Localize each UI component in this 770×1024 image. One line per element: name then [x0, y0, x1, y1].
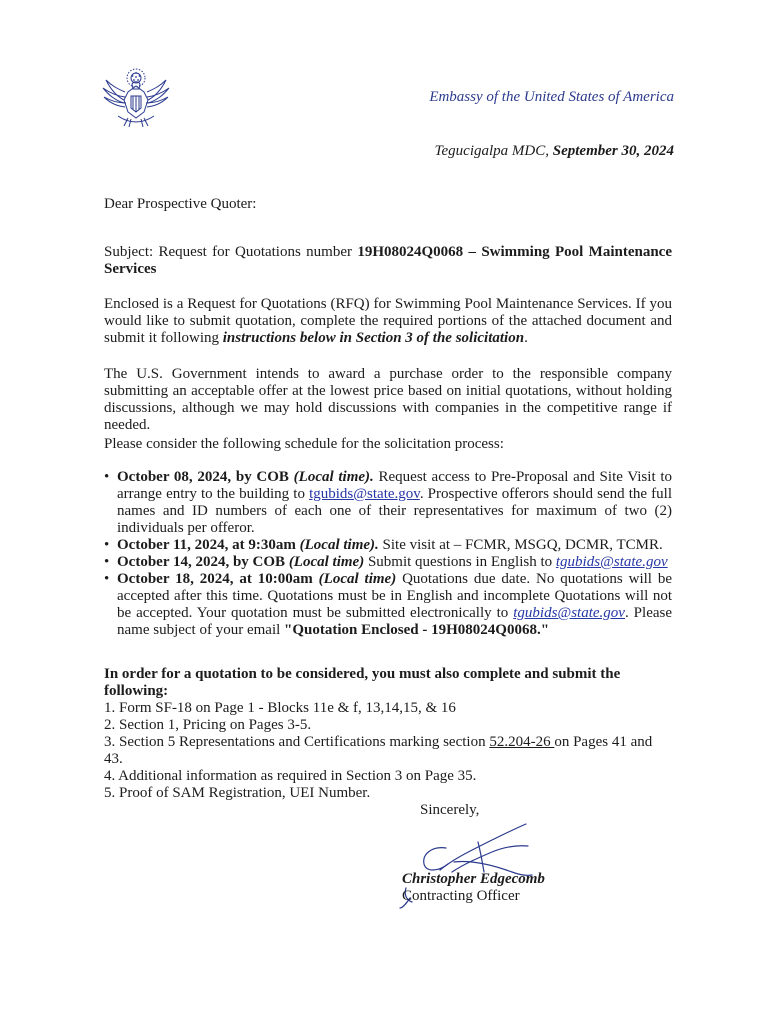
- schedule-item-site-visit: [104, 537, 672, 554]
- award-paragraph: The U.S. Government intends to award a purchase order to the responsible company submitting an acceptable offer at the lowest price based on initial quotations, without holding discussions, although we may hold discussions with companies in the competitive range if needed.: [104, 366, 672, 433]
- schedule-text-cont: . Please name subject of your email: [117, 605, 673, 638]
- intro-text: Enclosed is a Request for Quotations (RFQ) for Swimming Pool Maintenance Services. If you would like to submit quotation, complete the required portions of the attached document and submit it following: [104, 296, 672, 346]
- embassy-name: Embassy of the United States of America: [429, 89, 674, 105]
- schedule-date: October 11, 2024, at 9:30am: [117, 537, 300, 553]
- schedule-text: Quotations due date. No quotations will be accepted after this time. Quotations must be in English and incomplete Quotations will not be accepted. Your quotation must be submitted electronically to: [117, 571, 672, 621]
- schedule-list: [104, 469, 672, 639]
- date-place: Tegucigalpa MDC,: [434, 143, 549, 159]
- schedule-date: October 18, 2024, at 10:00am: [117, 571, 319, 587]
- schedule-time-note: (Local time).: [299, 537, 379, 553]
- bullet-icon: •: [104, 554, 110, 570]
- closing: Sincerely,: [420, 802, 480, 818]
- subject-title: 19H08024Q0068 – Swimming Pool Maintenance Services: [104, 244, 672, 277]
- schedule-time-note: (Local time): [318, 571, 397, 587]
- schedule-time-note: (Local time).: [293, 469, 374, 485]
- requirements-heading: In order for a quotation to be considered, you must also complete and submit the following:: [104, 666, 621, 699]
- subject-line: [104, 244, 672, 278]
- dateline: [435, 143, 674, 160]
- schedule-item-due-date: [104, 571, 672, 639]
- intro-paragraph: [104, 296, 672, 347]
- schedule-text: Site visit at – FCMR, MSGQ, DCMR, TCMR.: [378, 537, 663, 553]
- section-reference: 52.204-26: [489, 734, 555, 750]
- subject-prefix: Subject: Request for Quotations number: [104, 244, 358, 260]
- requirement-item: 2. Section 1, Pricing on Pages 3-5.: [104, 717, 312, 733]
- requirement-text: 3. Section 5 Representations and Certifications marking section: [104, 734, 490, 750]
- schedule-text-cont: . Prospective offerors should send the full names and ID numbers of each one of their representatives for maximum of two (2) individuals per offeror.: [117, 486, 673, 536]
- letter-date: September 30, 2024: [552, 143, 674, 159]
- bullet-icon: •: [104, 537, 110, 553]
- bullet-icon: •: [104, 571, 110, 587]
- schedule-text: Submit questions in English to: [364, 554, 556, 570]
- schedule-text: Request access to Pre-Proposal and Site Visit to arrange entry to the building to: [117, 469, 672, 502]
- schedule-date: October 08, 2024, by COB: [117, 469, 294, 485]
- requirement-item: 4. Additional information as required in Section 3 on Page 35.: [104, 768, 477, 784]
- requirements-list: [104, 700, 672, 802]
- schedule-item-questions: [104, 554, 672, 571]
- schedule-intro: Please consider the following schedule for the solicitation process:: [104, 436, 504, 452]
- schedule-time-note: (Local time): [288, 554, 365, 570]
- intro-emphasis: instructions below in Section 3 of the solicitation: [222, 330, 525, 346]
- bullet-icon: •: [104, 469, 110, 485]
- requirement-item: 1. Form SF-18 on Page 1 - Blocks 11e & f, 13,14,15, & 16: [104, 700, 456, 716]
- email-link[interactable]: tgubids@state.gov: [555, 554, 668, 570]
- requirement-text-cont: on Pages 41 and 43.: [104, 734, 653, 767]
- requirement-item: 5. Proof of SAM Registration, UEI Number.: [104, 785, 371, 801]
- schedule-date: October 14, 2024, by COB: [117, 554, 289, 570]
- email-subject: "Quotation Enclosed - 19H08024Q0068.": [284, 622, 550, 638]
- signer-title: Contracting Officer: [402, 888, 520, 904]
- intro-end: .: [524, 330, 528, 346]
- signer-name: Christopher Edgecomb: [402, 871, 545, 887]
- email-link[interactable]: tgubids@state.gov: [309, 486, 420, 502]
- us-great-seal-icon: [98, 56, 174, 132]
- salutation: Dear Prospective Quoter:: [104, 196, 257, 212]
- email-link[interactable]: tgubids@state.gov: [513, 605, 625, 621]
- requirement-item: [104, 734, 672, 768]
- schedule-item-access-request: [104, 469, 672, 537]
